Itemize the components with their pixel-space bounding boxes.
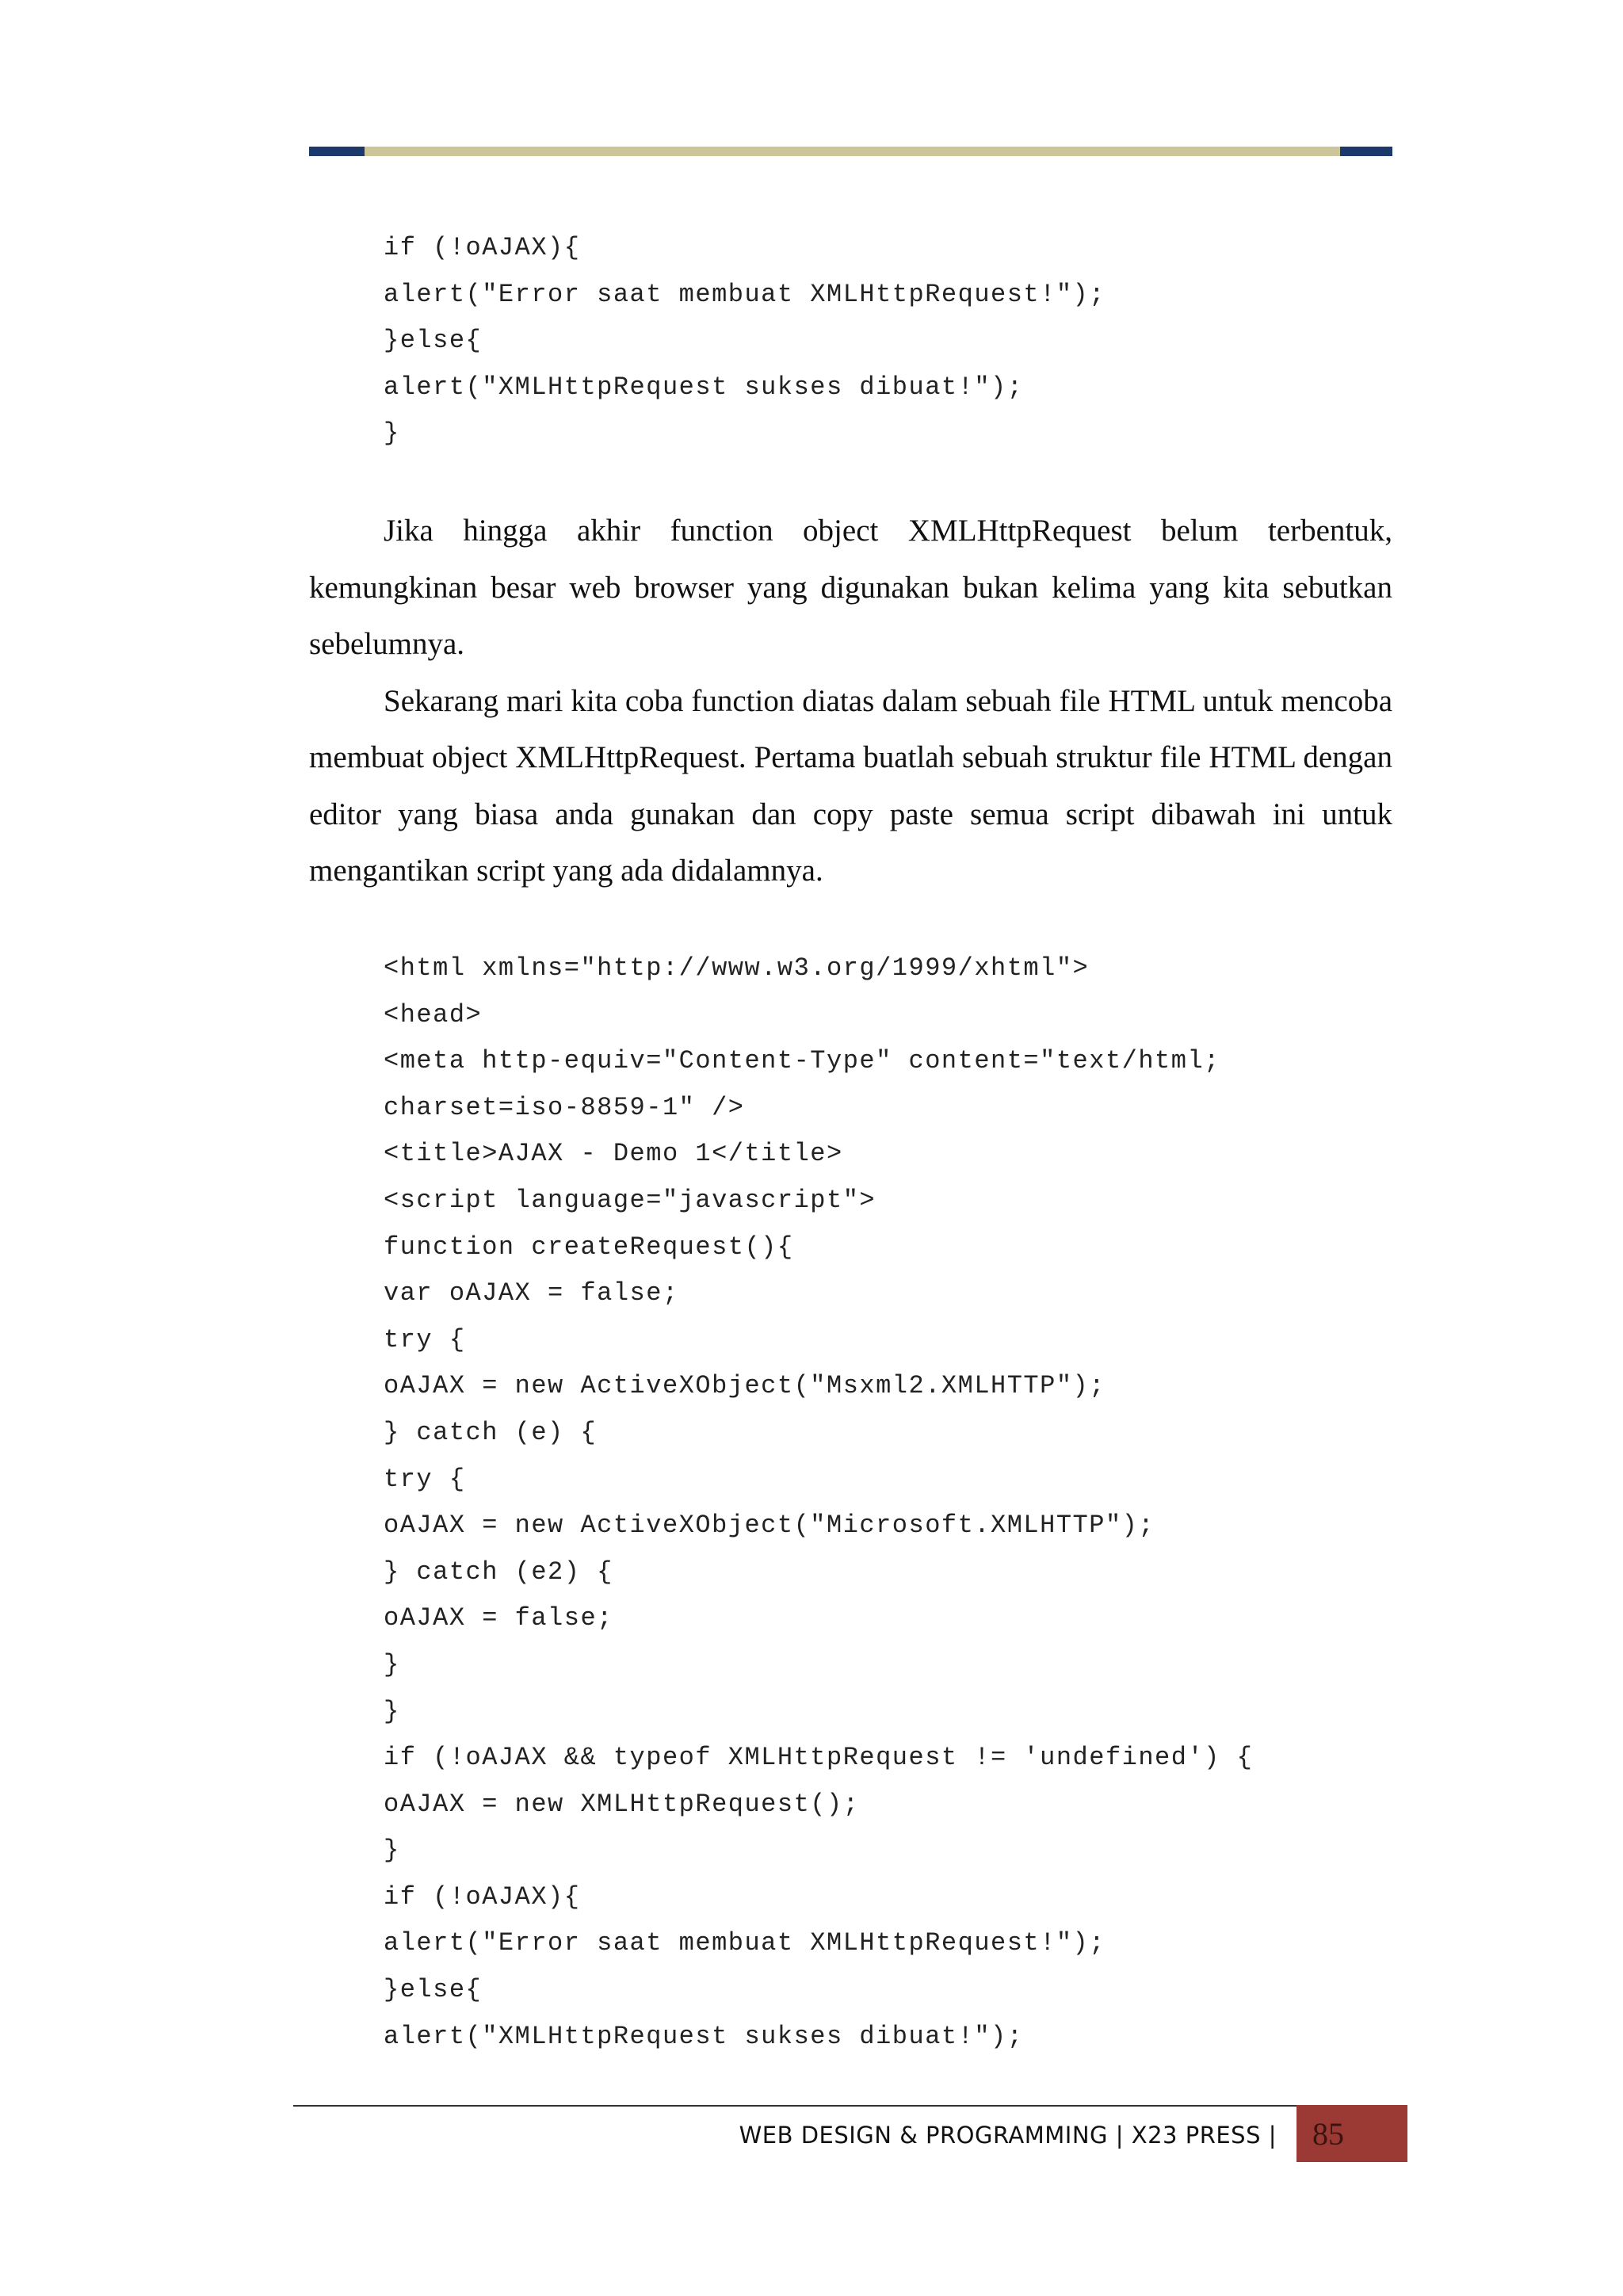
code-line: try { [384, 1324, 466, 1354]
code-line: oAJAX = new XMLHttpRequest(); [384, 1789, 860, 1819]
code-line: } catch (e) { [384, 1417, 598, 1447]
paragraph-1: Jika hingga akhir function object XMLHttpRequest belum terbentuk, kemungkinan besar web browser yang digunakan bukan kelima yang kita sebutkan sebelumnya. [309, 514, 1392, 661]
code-line: alert("Error saat membuat XMLHttpRequest!"); [384, 279, 1106, 309]
code-line: oAJAX = false; [384, 1603, 613, 1633]
code-line: try { [384, 1464, 466, 1494]
footer-title: WEB DESIGN & PROGRAMMING | X23 PRESS | [739, 2122, 1277, 2149]
code-line: var oAJAX = false; [384, 1278, 679, 1308]
page-number-badge [1296, 2105, 1407, 2162]
code-line: } catch (e2) { [384, 1557, 613, 1587]
code-block-1 [384, 225, 1106, 457]
code-line: alert("XMLHttpRequest sukses dibuat!"); [384, 372, 1024, 402]
header-bar-middle-segment [365, 147, 1340, 156]
code-line: <meta http-equiv="Content-Type" content="text/html; [384, 1046, 1220, 1076]
code-line: oAJAX = new ActiveXObject("Microsoft.XMLHTTP"); [384, 1511, 1155, 1541]
code-line: } [384, 1696, 400, 1726]
page-number: 85 [1312, 2115, 1344, 2152]
code-line: charset=iso-8859-1" /> [384, 1092, 745, 1122]
code-line: } [384, 1836, 400, 1866]
header-bar-right-segment [1340, 147, 1392, 156]
paragraph-2: Sekarang mari kita coba function diatas dalam sebuah file HTML untuk mencoba membuat object XMLHttpRequest. Pertama buatlah sebuah struktur file HTML dengan editor yang biasa anda gunakan dan copy paste semua script dibawah ini untuk mengantikan script yang ada didalamnya. [309, 683, 1392, 888]
code-line: alert("XMLHttpRequest sukses dibuat!"); [384, 2021, 1024, 2051]
code-line: alert("Error saat membuat XMLHttpRequest!"); [384, 1928, 1106, 1958]
header-decorative-bar [309, 147, 1392, 156]
code-line: <script language="javascript"> [384, 1185, 876, 1215]
header-bar-left-segment [309, 147, 365, 156]
body-text [309, 502, 1392, 900]
code-line: } [384, 1649, 400, 1679]
code-line: }else{ [384, 326, 483, 356]
code-line: <title>AJAX - Demo 1</title> [384, 1139, 843, 1169]
code-line: if (!oAJAX){ [384, 1881, 581, 1912]
code-block-2 [384, 946, 1253, 2060]
code-line: }else{ [384, 1975, 483, 2005]
code-line: } [384, 418, 400, 449]
code-line: function createRequest(){ [384, 1232, 794, 1262]
code-line: <head> [384, 999, 483, 1030]
code-line: if (!oAJAX){ [384, 233, 581, 262]
footer-rule [293, 2105, 1296, 2107]
code-line: if (!oAJAX && typeof XMLHttpRequest != 'undefined') { [384, 1743, 1254, 1773]
code-line: <html xmlns="http://www.w3.org/1999/xhtml"> [384, 953, 1090, 983]
code-line: oAJAX = new ActiveXObject("Msxml2.XMLHTTP"); [384, 1371, 1106, 1401]
